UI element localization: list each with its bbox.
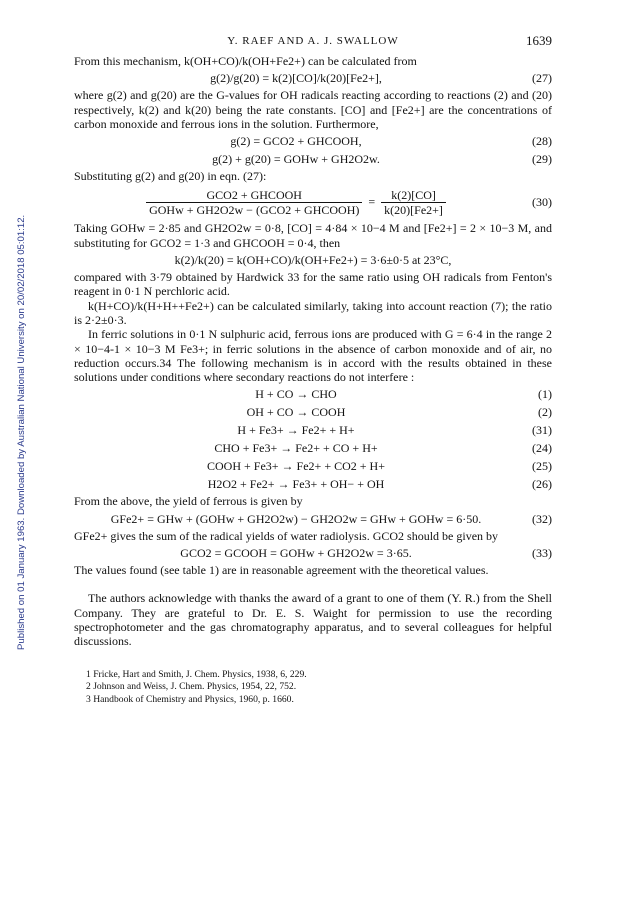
running-header-authors: Y. RAEF AND A. J. SWALLOW	[227, 35, 399, 47]
paragraph: k(H+CO)/k(H+H++Fe2+) can be calculated similarly, taking into account reaction (7); the ratio is 2·2±0·3.	[74, 298, 552, 327]
equation-number: (28)	[532, 134, 552, 149]
paragraph: In ferric solutions in 0·1 N sulphuric acid, ferrous ions are produced with G = 6·4 in the range 2 × 10−4-1 × 10−3 M Fe3+; in ferric solutions in the absence of carbon monoxide and of air, no reduction occurs.34 The following mechanism is in accord with the results obtained in these solutions under conditions where secondary reactions do not interfere :	[74, 327, 552, 385]
equation-body: g(2) = GCO2 + GHCOOH,	[230, 134, 362, 149]
fraction-numerator: GCO2 + GHCOOH	[146, 188, 362, 203]
reaction-row	[74, 422, 552, 438]
paragraph: Taking GOHw = 2·85 and GH2O2w = 0·8, [CO] = 4·84 × 10−4 M and [Fe2+] = 2 × 10−3 M, and substituting for GCO2 = 1·3 and GHCOOH = 0·4, then	[74, 221, 552, 250]
equation-number: (30)	[532, 195, 552, 210]
equation-33	[74, 545, 552, 561]
reference-list	[74, 669, 552, 707]
reaction-equation: H2O2 + Fe2+ → Fe3+ + OH− + OH	[207, 477, 385, 492]
page-number: 1639	[526, 33, 552, 48]
paragraph: compared with 3·79 obtained by Hardwick 33 for the same ratio using OH radicals from Fenton's reagent in 0·1 N perchloric acid.	[74, 270, 552, 299]
reaction-equation: H + Fe3+ → Fe2+ + H+	[237, 423, 355, 438]
reaction-row	[74, 404, 552, 420]
download-watermark	[2, 70, 27, 650]
running-header	[74, 34, 552, 54]
equation-29	[74, 151, 552, 167]
equation-30	[74, 185, 552, 219]
reference-item: 1 Fricke, Hart and Smith, J. Chem. Physics, 1938, 6, 229.	[86, 668, 307, 680]
reaction-number: (26)	[532, 477, 552, 492]
reference-item: 3 Handbook of Chemistry and Physics, 1960, p. 1660.	[86, 693, 294, 705]
reaction-list	[74, 386, 552, 492]
reaction-equation: OH + CO → COOH	[246, 405, 346, 420]
equation-body: g(2) + g(20) = GOHw + GH2O2w.	[212, 152, 380, 167]
equation-number: (29)	[532, 152, 552, 167]
equation-32	[74, 511, 552, 527]
reaction-number: (24)	[532, 441, 552, 456]
equation-number: (33)	[532, 545, 552, 560]
equation-27	[74, 70, 552, 86]
reaction-number: (25)	[532, 459, 552, 474]
reaction-equation: H + CO → CHO	[255, 387, 337, 402]
paragraph: From this mechanism, k(OH+CO)/k(OH+Fe2+) can be calculated from	[74, 54, 417, 68]
fraction-denominator: k(20)[Fe2+]	[384, 202, 443, 217]
fraction-numerator: k(2)[CO]	[381, 188, 446, 203]
paragraph: From the above, the yield of ferrous is given by	[74, 494, 303, 509]
reaction-number: (31)	[532, 423, 552, 438]
fraction-lhs	[146, 188, 362, 218]
reaction-number: (1)	[538, 387, 552, 402]
paragraph: Substituting g(2) and g(20) in eqn. (27):	[74, 169, 267, 184]
equation-body: GFe2+ = GHw + (GOHw + GH2O2w) − GH2O2w = GHw + GOHw = 6·50.	[110, 511, 482, 526]
paper-page	[74, 0, 552, 706]
equation-ratio	[74, 252, 552, 268]
equation-body: k(2)/k(20) = k(OH+CO)/k(OH+Fe2+) = 3·6±0·5 at 23°C,	[174, 252, 452, 267]
fraction-rhs	[381, 188, 446, 218]
reference-item: 2 Johnson and Weiss, J. Chem. Physics, 1954, 22, 752.	[86, 681, 297, 693]
acknowledgements: The authors acknowledge with thanks the award of a grant to one of them (Y. R.) from the Shell Company. They are grateful to Dr. E. S. Waight for permission to use the recording spectrophotometer and the gas chromatography apparatus, and to several colleagues for helpful discussions.	[74, 591, 552, 649]
equation-28	[74, 133, 552, 149]
equals-sign: =	[365, 194, 379, 209]
equation-number: (32)	[532, 511, 552, 526]
reaction-row	[74, 386, 552, 402]
reaction-row	[74, 458, 552, 474]
download-watermark-text: Published on 01 January 1963. Downloaded by Australian National University on 20/02/2018 05:01:12.	[16, 214, 27, 650]
reaction-equation: COOH + Fe3+ → Fe2+ + CO2 + H+	[207, 459, 385, 474]
equation-number: (27)	[532, 71, 552, 86]
fraction-denominator: GOHw + GH2O2w − (GCO2 + GHCOOH)	[149, 202, 360, 217]
equation-body: g(2)/g(20) = k(2)[CO]/k(20)[Fe2+],	[210, 71, 382, 86]
reaction-number: (2)	[538, 405, 552, 420]
reaction-row	[74, 476, 552, 492]
equation-body: GCO2 = GCOOH = GOHw + GH2O2w = 3·65.	[180, 545, 412, 560]
reaction-equation: CHO + Fe3+ → Fe2+ + CO + H+	[214, 441, 378, 456]
paragraph: where g(2) and g(20) are the G-values for OH radicals reacting according to reactions (2) and (20) respectively, k(2) and k(20) being the rate constants. [CO] and [Fe2+] are the concentrations of carbon monoxide and ferrous ions in the solution. Furthermore,	[74, 88, 552, 131]
reaction-row	[74, 440, 552, 456]
paragraph: GFe2+ gives the sum of the radical yields of water radiolysis. GCO2 should be given by	[74, 528, 499, 543]
equation-body	[74, 188, 518, 218]
paragraph: The values found (see table 1) are in reasonable agreement with the theoretical values.	[74, 563, 489, 578]
